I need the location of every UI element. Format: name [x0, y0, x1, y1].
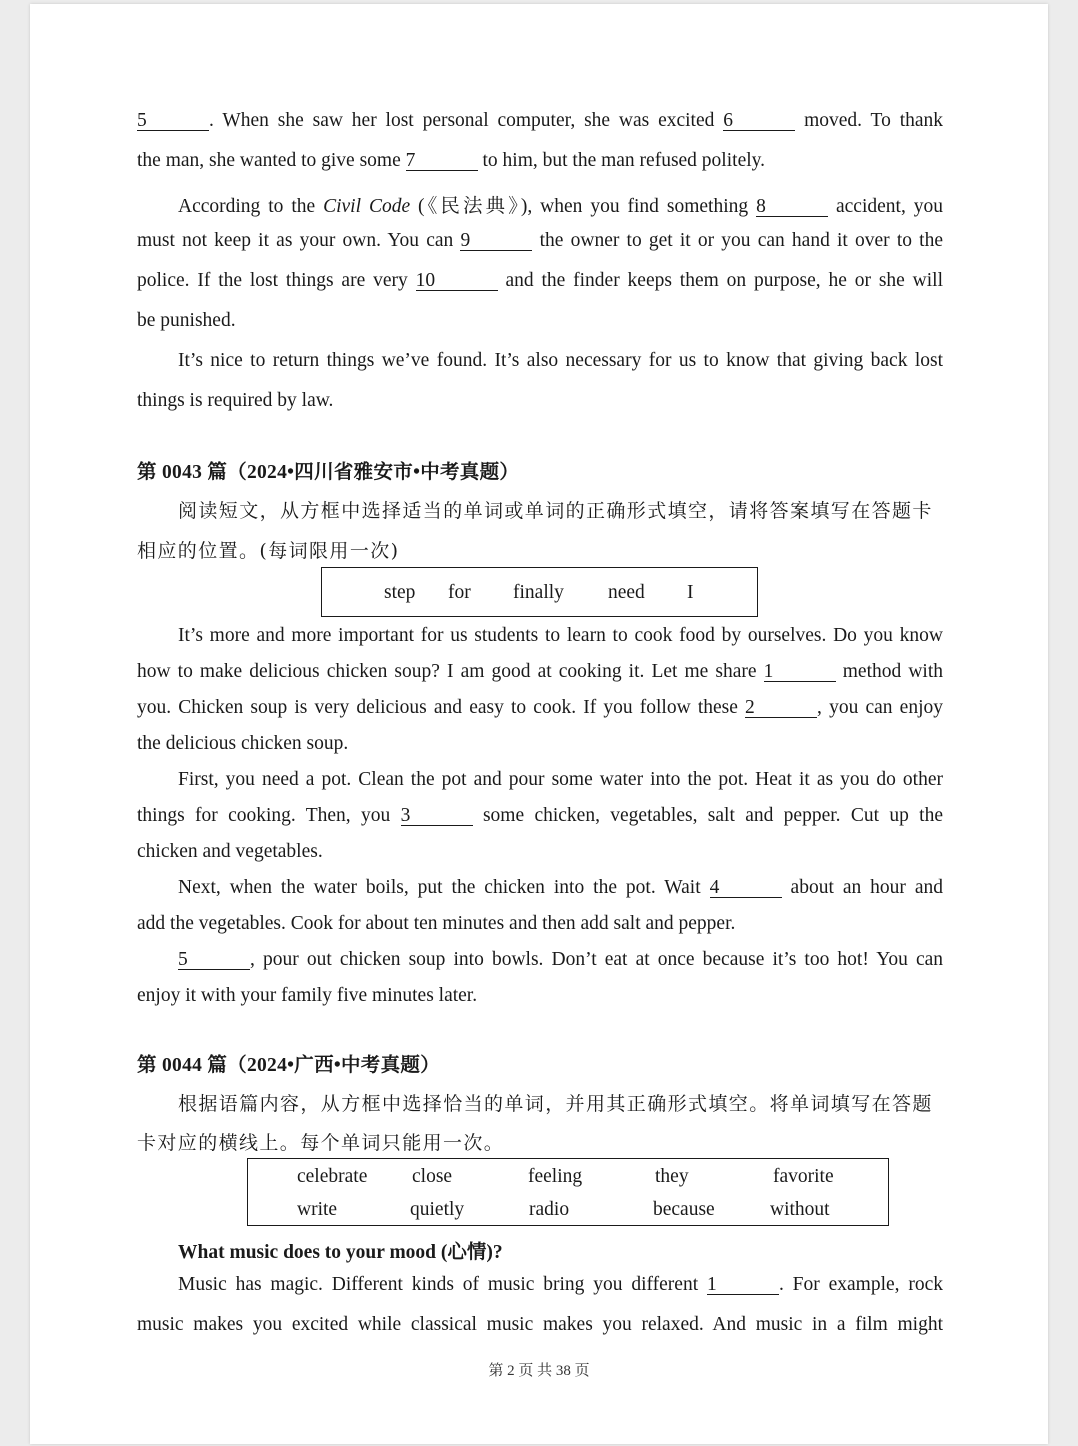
- word-option: I: [687, 582, 694, 603]
- answer-blank: 5: [137, 112, 209, 131]
- instruction-text: 相应的位置。(每词限用一次): [137, 540, 400, 562]
- document-page: [30, 4, 1048, 1444]
- answer-blank: 9: [460, 232, 532, 251]
- paragraph-line: music makes you excited while classical music makes you relaxed. And music in a film might: [137, 1314, 943, 1335]
- paragraph-line: It’s more and more important for us students to learn to cook food by ourselves. Do you know: [178, 625, 943, 646]
- word-box: [321, 567, 758, 617]
- paragraph-line: how to make delicious chicken soup? I am good at cooking it. Let me share 1 method with: [137, 661, 943, 682]
- word-box: [247, 1158, 889, 1226]
- page-number-footer: 第 2 页 共 38 页: [488, 1363, 590, 1379]
- paragraph-line: must not keep it as your own. You can 9 the owner to get it or you can hand it over to the: [137, 230, 943, 251]
- answer-blank: 10: [416, 272, 498, 291]
- paragraph-line: enjoy it with your family five minutes later.: [137, 985, 478, 1006]
- answer-blank: 7: [406, 152, 478, 171]
- paragraph-line: chicken and vegetables.: [137, 841, 323, 862]
- word-option: because: [653, 1199, 715, 1220]
- paragraph-line: First, you need a pot. Clean the pot and pour some water into the pot. Heat it as you do other: [178, 769, 943, 790]
- word-option: radio: [529, 1199, 570, 1220]
- paragraph-line: things for cooking. Then, you 3 some chicken, vegetables, salt and pepper. Cut up the: [137, 805, 944, 826]
- paragraph-line: Music has magic. Different kinds of music bring you different 1 . For example, rock: [178, 1274, 944, 1295]
- word-option: close: [412, 1166, 453, 1187]
- paragraph-line: It’s nice to return things we’ve found. It’s also necessary for us to know that giving back lost: [178, 350, 943, 371]
- instruction-text: 根据语篇内容，从方框中选择恰当的单词，并用其正确形式填空。将单词填写在答题: [178, 1093, 933, 1115]
- paragraph-line: be punished.: [137, 310, 236, 331]
- answer-blank: 6: [723, 112, 795, 131]
- word-option: write: [297, 1199, 338, 1220]
- word-option: step: [384, 582, 416, 603]
- paragraph-line: police. If the lost things are very 10 and the finder keeps them on purpose, he or she will: [137, 270, 944, 291]
- word-option: quietly: [410, 1199, 465, 1220]
- word-option: finally: [513, 582, 564, 603]
- paragraph-line: things is required by law.: [137, 390, 334, 411]
- paragraph-line: the delicious chicken soup.: [137, 733, 349, 754]
- paragraph-line: you. Chicken soup is very delicious and easy to cook. If you follow these 2 , you can enjoy: [137, 697, 943, 718]
- passage-title: What music does to your mood (心情)?: [178, 1242, 503, 1263]
- word-option: for: [448, 582, 471, 603]
- section-heading: 第 0043 篇（2024•四川省雅安市•中考真题）: [137, 462, 520, 483]
- paragraph-line: 5 , pour out chicken soup into bowls. Don’t eat at once because it’s too hot! You can: [178, 949, 943, 970]
- paragraph-line: the man, she wanted to give some 7 to him, but the man refused politely.: [137, 150, 765, 171]
- answer-blank: 1: [764, 663, 836, 682]
- section-heading: 第 0044 篇（2024•广西•中考真题）: [137, 1055, 441, 1076]
- paragraph-line: add the vegetables. Cook for about ten minutes and then add salt and pepper.: [137, 913, 736, 934]
- paragraph-line: According to the Civil Code (《民法典》), when you find something 8 accident, you: [178, 196, 944, 217]
- word-option: favorite: [773, 1166, 834, 1187]
- word-option: need: [608, 582, 645, 603]
- word-option: feeling: [528, 1166, 583, 1187]
- answer-blank: 5: [178, 951, 250, 970]
- word-option: they: [655, 1166, 689, 1187]
- answer-blank: 3: [401, 807, 473, 826]
- answer-blank: 4: [710, 879, 782, 898]
- answer-blank: 2: [745, 699, 817, 718]
- paragraph-line: 5 . When she saw her lost personal computer, she was excited 6 moved. To thank: [137, 110, 944, 131]
- paragraph-line: Next, when the water boils, put the chicken into the pot. Wait 4 about an hour and: [178, 877, 944, 898]
- word-option: without: [770, 1199, 830, 1220]
- answer-blank: 8: [756, 198, 828, 217]
- instruction-text: 卡对应的横线上。每个单词只能用一次。: [137, 1132, 505, 1154]
- answer-blank: 1: [707, 1276, 779, 1295]
- instruction-text: 阅读短文，从方框中选择适当的单词或单词的正确形式填空，请将答案填写在答题卡: [178, 500, 933, 522]
- word-option: celebrate: [297, 1166, 368, 1187]
